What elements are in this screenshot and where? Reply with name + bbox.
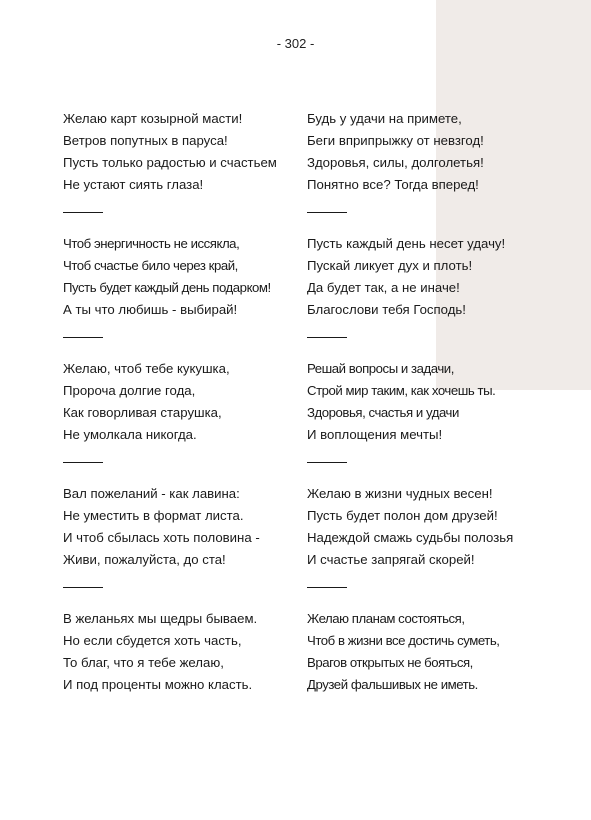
poem-line: Пусть только радостью и счастьем — [63, 155, 277, 170]
poem-line: И под проценты можно класть. — [63, 677, 253, 692]
stanza-divider — [63, 212, 103, 213]
poem-line: И чтоб сбылась хоть половина - — [63, 530, 260, 545]
poem-stanza — [63, 108, 303, 233]
poem-stanza — [63, 608, 303, 733]
poem-line: Пускай ликует дух и плоть! — [307, 258, 473, 273]
poem-line: Здоровья, счастья и удачи — [307, 405, 459, 420]
page-number: - 302 - — [276, 36, 315, 51]
poem-stanza — [63, 233, 303, 358]
stanza-divider — [307, 462, 347, 463]
poem-line: Как говорливая старушка, — [63, 405, 222, 420]
poem-stanza — [307, 608, 577, 733]
poem-stanza — [307, 233, 577, 358]
poem-line: Понятно все? Тогда вперед! — [307, 177, 479, 192]
poem-line: Да будет так, а не иначе! — [307, 280, 460, 295]
poem-line: Не устают сиять глаза! — [63, 177, 204, 192]
poem-line: В желаньях мы щедры бываем. — [63, 611, 258, 626]
poem-line: Желаю планам состояться, — [307, 611, 465, 626]
poem-line: Здоровья, силы, долголетья! — [307, 155, 484, 170]
poem-line: Желаю, чтоб тебе кукушка, — [63, 361, 230, 376]
poem-line: Беги вприпрыжку от невзгод! — [307, 133, 484, 148]
poem-line: И счастье запрягай скорей! — [307, 552, 475, 567]
poem-stanza — [63, 483, 303, 608]
stanza-divider — [63, 337, 103, 338]
stanza-divider — [63, 462, 103, 463]
poem-line: Пусть будет каждый день подарком! — [63, 280, 271, 295]
poem-line: Благослови тебя Господь! — [307, 302, 466, 317]
poem-line: Решай вопросы и задачи, — [307, 361, 454, 376]
poem-line: То благ, что я тебе желаю, — [63, 655, 224, 670]
poem-line: Чтоб в жизни все достичь суметь, — [307, 633, 500, 648]
poem-stanza — [307, 483, 577, 608]
poem-line: Желаю в жизни чудных весен! — [307, 486, 493, 501]
right-poem-column — [307, 108, 577, 733]
stanza-divider — [307, 587, 347, 588]
stanza-divider — [63, 587, 103, 588]
poem-line: Будь у удачи на примете, — [307, 111, 462, 126]
poem-line: Желаю карт козырной масти! — [63, 111, 243, 126]
poem-line: Не умолкала никогда. — [63, 427, 197, 442]
poem-line: А ты что любишь - выбирай! — [63, 302, 238, 317]
poem-stanza — [307, 108, 577, 233]
poem-line: Надеждой смажь судьбы полозья — [307, 530, 514, 545]
poem-line: Не уместить в формат листа. — [63, 508, 244, 523]
stanza-divider — [307, 337, 347, 338]
poem-line: Чтоб энергичность не иссякла, — [63, 236, 240, 251]
poem-line: Пусть каждый день несет удачу! — [307, 236, 506, 251]
stanza-divider — [307, 212, 347, 213]
poem-line: Вал пожеланий - как лавина: — [63, 486, 240, 501]
poem-line: И воплощения мечты! — [307, 427, 443, 442]
poem-stanza — [307, 358, 577, 483]
left-poem-column — [63, 108, 303, 733]
poem-stanza — [63, 358, 303, 483]
poem-line: Друзей фальшивых не иметь. — [307, 677, 478, 692]
poem-line: Пророча долгие года, — [63, 383, 196, 398]
poem-line: Ветров попутных в паруса! — [63, 133, 228, 148]
poem-line: Пусть будет полон дом друзей! — [307, 508, 498, 523]
poem-line: Живи, пожалуйста, до ста! — [63, 552, 226, 567]
poem-line: Чтоб счастье било через край, — [63, 258, 238, 273]
poem-line: Строй мир таким, как хочешь ты. — [307, 383, 496, 398]
poem-line: Врагов открытых не бояться, — [307, 655, 473, 670]
poem-line: Но если сбудется хоть часть, — [63, 633, 242, 648]
